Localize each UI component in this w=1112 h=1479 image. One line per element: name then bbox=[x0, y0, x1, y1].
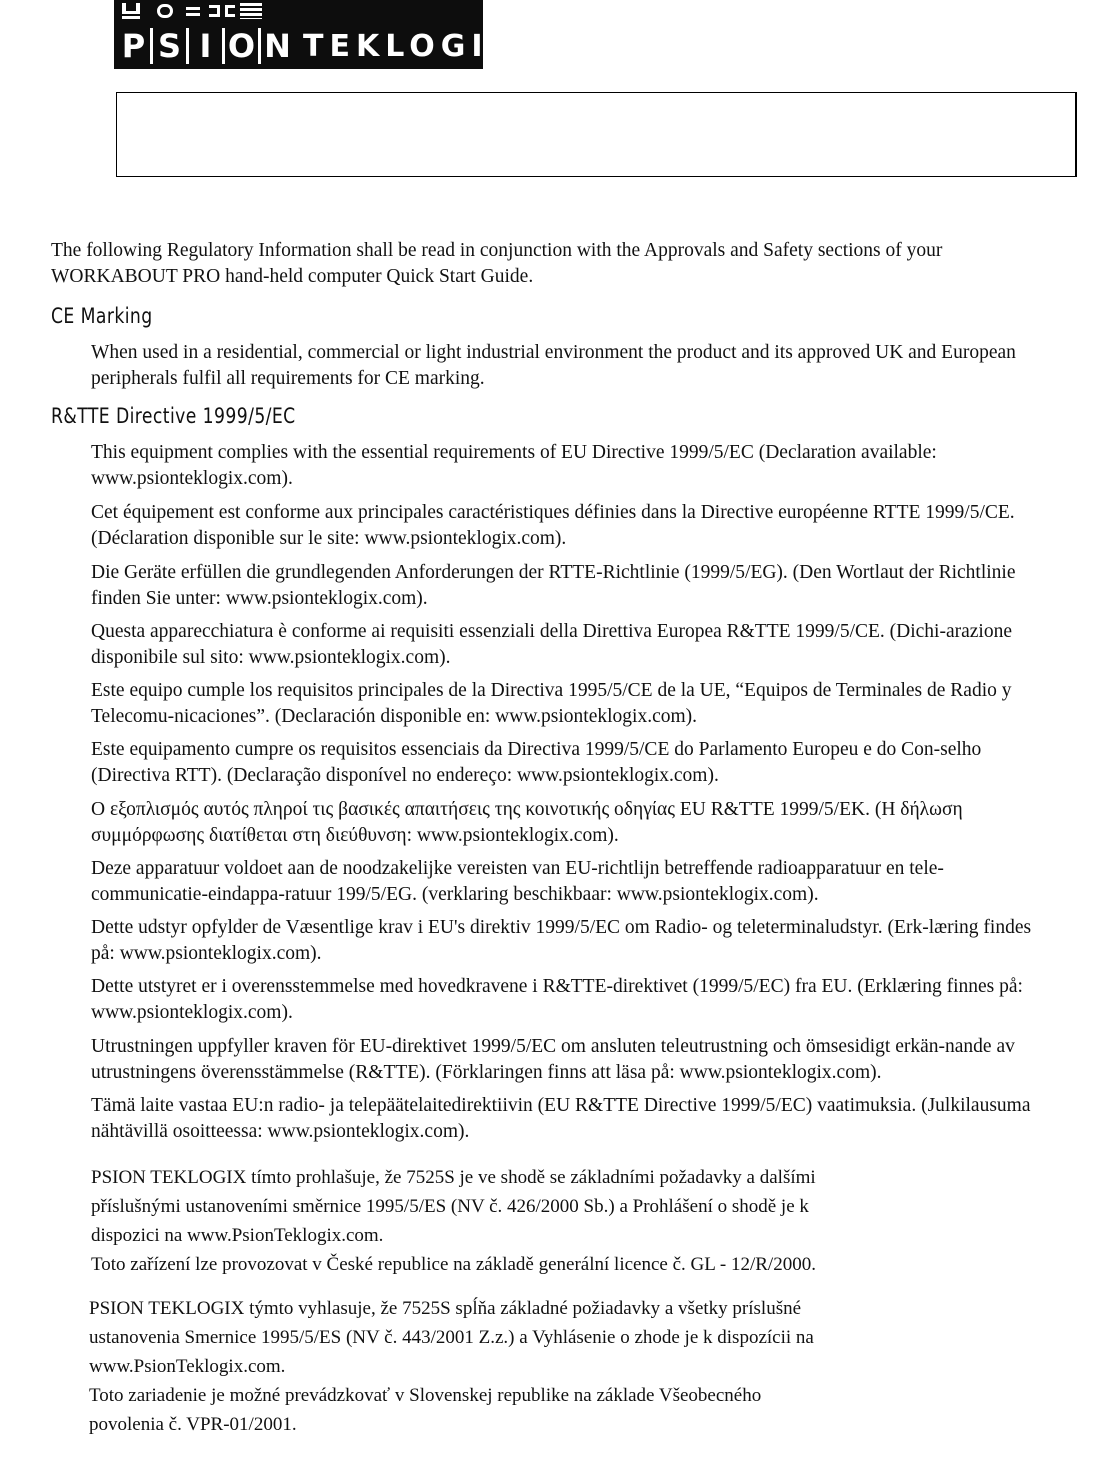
logo-wordmark bbox=[118, 26, 518, 66]
rtte-paragraph-fr: Cet équipement est conforme aux principales caractéristiques définies dans la Directive européenne RTTE 1999/5/CE. (Déclaration disponible sur le site: www.psionteklogix.com). bbox=[91, 502, 1015, 549]
logo-separator bbox=[258, 28, 261, 64]
rtte-paragraph-fi: Tämä laite vastaa EU:n radio- ja telepäätelaitedirektiivin (EU R&TTE Directive 1999/5/EC) vaatimuksia. (Julkilausuma nähtävillä osoitteessa: www.psionteklogix.com). bbox=[91, 1095, 1031, 1142]
lines-glyph-icon bbox=[240, 3, 262, 19]
rtte-paragraph-pt: Este equipamento cumpre os requisitos essenciais da Directiva 1999/5/CE do Parlamento Europeu e do Con-selho (Directiva RTT). (Declaração disponível no endereço: www.psionteklogix.com). bbox=[91, 739, 982, 786]
bars-glyph-icon bbox=[186, 3, 200, 19]
ring-glyph-icon bbox=[154, 3, 176, 19]
rtte-paragraph-no: Dette utstyret er i overensstemmelse med hovedkravene i R&TTE-direktivet (1999/5/EC) fra EU. (Erklæring finnes på: www.psionteklogix.com). bbox=[91, 976, 1023, 1023]
ce-marking-text: When used in a residential, commercial or light industrial environment the product and its approved UK and European peripherals fulfil all requirements for CE marking. bbox=[91, 342, 1016, 389]
logo-teklogix: TEKLOGIX bbox=[303, 28, 518, 64]
rtte-paragraph-es: Este equipo cumple los requisitos principales de la Directiva 1995/5/CE de la UE, “Equipos de Terminales de Radio y Telecomu-nicaciones”. (Declaración disponible en: www.psionteklogix.com). bbox=[91, 680, 1012, 727]
rtte-paragraph-de: Die Geräte erfüllen die grundlegenden Anforderungen der RTTE-Richtlinie (1999/5/EG). (Den Wortlaut der Richtlinie finden Sie unter: www.psionteklogix.com). bbox=[91, 562, 1016, 609]
rtte-paragraph-en: This equipment complies with the essential requirements of EU Directive 1999/5/EC (Declaration available: www.psionteklogix.com). bbox=[91, 442, 937, 489]
logo-letter-i: I bbox=[199, 27, 212, 65]
title-box bbox=[116, 92, 1077, 177]
rtte-heading: R&TTE Directive 1999/5/EC bbox=[51, 404, 296, 428]
logo-separator bbox=[186, 28, 189, 64]
logo-separator bbox=[222, 28, 225, 64]
rtte-paragraph-sv: Utrustningen uppfyller kraven för EU-direktivet 1999/5/EC om ansluten teleutrustning och ömsesidigt erkän-nande av utrustningens överensstämmelse (R&TTE). (Förklaringen finns att läsa på: www.psionteklogix.com). bbox=[91, 1036, 1015, 1083]
logo-separator bbox=[150, 28, 153, 64]
brackets-glyph-icon bbox=[209, 3, 237, 19]
logo-letter-p: P bbox=[121, 27, 146, 65]
intro-text: The following Regulatory Information shall be read in conjunction with the Approvals and Safety sections of your WORKABOUT PRO hand-held computer Quick Start Guide. bbox=[51, 240, 943, 287]
ce-marking-heading: CE Marking bbox=[51, 304, 153, 328]
logo-letter-n: N bbox=[264, 27, 291, 65]
slovak-declaration: PSION TEKLOGIX týmto vyhlasuje, že 7525S spĺňa základné požiadavky a všetky príslušné ustanovenia Smernice 1995/5/ES (NV č. 443/2001 Z.z.) a Vyhlásenie o zhode je k dispozícii na www.PsionTeklogix.com. Toto zariadenie je možné prevádzkovať v Slovenskej republike na základe Všeobecného povolenia č. VPR-01/2001. bbox=[89, 1298, 814, 1435]
logo-glyph-band bbox=[114, 0, 483, 22]
cup-glyph-icon bbox=[120, 3, 142, 19]
rtte-paragraph-nl: Deze apparatuur voldoet aan de noodzakelijke vereisten van EU-richtlijn betreffende radioapparatuur en tele-communicatie-eindappa-ratuur 199/5/EG. (verklaring beschikbaar: www.psionteklogix.com). bbox=[91, 858, 944, 905]
psion-teklogix-logo bbox=[114, 0, 518, 69]
rtte-paragraph-el: Ο εξοπλισμός αυτός πληροί τις βασικές απαιτήσεις της κοινοτικής οδηγίας EU R&TTE 1999/5/EK. (Η δήλωση συμμόρφωσης διατίθεται στη διεύθυνση: www.psionteklogix.com). bbox=[91, 799, 963, 846]
logo-letter-o: O bbox=[227, 27, 256, 65]
czech-declaration: PSION TEKLOGIX tímto prohlašuje, že 7525S je ve shodě se základními požadavky a dalšími příslušnými ustanoveními směrnice 1995/5/ES (NV č. 426/2000 Sb.) a Prohlášení o shodě je k dispozici na www.PsionTeklogix.com. Toto zařízení lze provozovat v České republice na základě generální licence č. GL - 12/R/2000. bbox=[91, 1167, 816, 1275]
rtte-paragraph-da: Dette udstyr opfylder de Væsentlige krav i EU's direktiv 1999/5/EC om Radio- og teleterminaludstyr. (Erk-læring findes på: www.psionteklogix.com). bbox=[91, 917, 1032, 964]
rtte-paragraph-it: Questa apparecchiatura è conforme ai requisiti essenziali della Direttiva Europea R&TTE 1999/5/CE. (Dichi-arazione disponibile sul sito: www.psionteklogix.com). bbox=[91, 621, 1013, 668]
logo-letter-s: S bbox=[157, 27, 182, 65]
